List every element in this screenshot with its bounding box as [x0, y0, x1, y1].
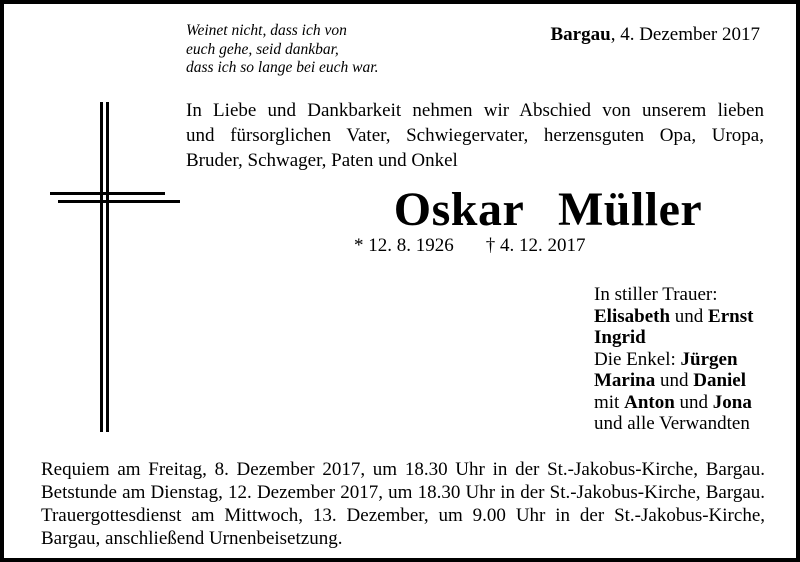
mourners-heading: In stiller Trauer: — [594, 284, 718, 305]
farewell-text — [186, 98, 764, 173]
life-dates — [354, 235, 586, 257]
mourner-name: Elisabeth — [594, 305, 671, 327]
mourner-name: Anton — [624, 391, 675, 413]
date: , 4. Dezember 2017 — [610, 24, 760, 45]
mourner-connector: und — [670, 305, 709, 327]
mourner-name: Marina — [594, 370, 656, 391]
mourner-connector: und — [674, 391, 713, 413]
deceased-name — [4, 182, 796, 237]
place-and-date — [551, 24, 761, 46]
mourner-connector: mit — [594, 391, 625, 413]
mourner-line — [594, 327, 779, 349]
mourners-list — [594, 284, 779, 435]
mourner-line — [594, 392, 779, 414]
mourner-name: Jona — [712, 391, 752, 413]
mourner-name: Daniel — [693, 370, 746, 391]
poem-line: euch gehe, seid dankbar, — [186, 40, 339, 58]
mourner-name: Ingrid — [594, 327, 646, 348]
service-line: Betstunde am Dienstag, 12. Dezember 2017, um 18.30 Uhr in der St.-Jakobus-Kirche, Bargau. — [41, 482, 765, 503]
farewell-line: In Liebe und Dankbarkeit nehmen wir Abschied von unserem lieben — [186, 100, 764, 121]
farewell-line: Bruder, Schwager, Paten und Onkel — [186, 150, 458, 171]
mourner-line — [594, 370, 779, 392]
poem-line: Weinet nicht, dass ich von — [186, 22, 347, 39]
mourner-name: Ernst — [708, 305, 754, 327]
first-name: Oskar — [393, 183, 524, 236]
mourners-closing: und alle Verwandten — [594, 413, 750, 434]
memorial-poem — [186, 22, 506, 78]
service-line: Requiem am Freitag, 8. Dezember 2017, um 18.30 Uhr in der St.-Jakobus-Kirche, Bargau. — [41, 459, 765, 480]
mourner-label: Die Enkel: — [594, 348, 681, 370]
service-line: Bargau, anschließend Urnenbeisetzung. — [41, 528, 343, 549]
service-line: Trauergottesdienst am Mittwoch, 13. Dezember, um 9.00 Uhr in der St.-Jakobus-Kirche, — [41, 505, 765, 526]
mourner-name: Jürgen — [680, 348, 738, 370]
cross-icon — [50, 102, 180, 432]
farewell-line: und fürsorglichen Vater, Schwiegervater, herzensguten Opa, Uropa, — [186, 125, 764, 146]
last-name: Müller — [557, 183, 703, 236]
place: Bargau — [550, 24, 611, 45]
death-date: † 4. 12. 2017 — [485, 235, 586, 256]
birth-date: * 12. 8. 1926 — [354, 235, 454, 256]
mourner-line — [594, 349, 779, 371]
mourner-connector: und — [655, 370, 694, 391]
service-details — [41, 458, 765, 550]
mourner-line — [594, 306, 779, 328]
poem-line: dass ich so lange bei euch war. — [186, 59, 379, 76]
